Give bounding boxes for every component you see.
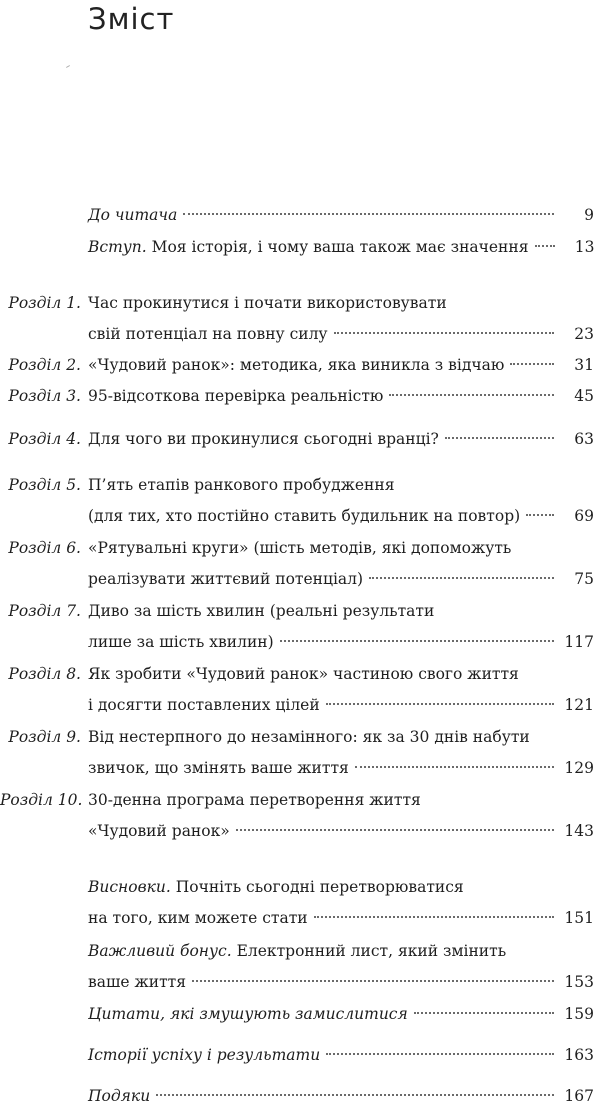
chapter-title: Як зробити «Чудовий ранок» частиною свого життя (88, 665, 519, 683)
toc-line (88, 816, 594, 846)
page-number: 143 (564, 822, 594, 840)
entry-title (147, 238, 529, 256)
page-number: 153 (564, 973, 594, 991)
entry-label: Висновки. (88, 878, 171, 896)
chapter-title: «Чудовий ранок» (88, 822, 230, 840)
chapter-title: звичок, що змінять ваше життя (88, 759, 349, 777)
chapter-title: Час прокинутися і почати використовувати (88, 294, 447, 312)
dot-leader (526, 512, 554, 516)
toc-line (88, 659, 594, 689)
page-number: 129 (564, 759, 594, 777)
chapter-label: Розділ 2. (8, 356, 81, 374)
toc-line (88, 722, 594, 752)
dot-leader (334, 330, 554, 334)
toc-line (88, 533, 594, 563)
chapter-title: Для чого ви прокинулися сьогодні вранці? (88, 430, 439, 448)
toc-line (88, 424, 594, 454)
toc-line (88, 967, 594, 997)
dot-leader (369, 575, 554, 579)
page-number: 31 (574, 356, 594, 374)
entry-title: на того, ким можете стати (88, 909, 308, 927)
entry-text (88, 936, 506, 966)
page-number: 163 (564, 1046, 594, 1064)
toc-line (88, 753, 594, 783)
toc-line (88, 936, 594, 966)
entry-label: Важливий бонус. (88, 942, 232, 960)
chapter-title: Диво за шість хвилин (реальні результати (88, 602, 435, 620)
toc-line (88, 200, 594, 230)
page-number: 69 (574, 507, 594, 525)
page-number: 117 (564, 633, 594, 651)
page-number: 121 (564, 696, 594, 714)
entry-text (88, 1081, 150, 1111)
page-number: 75 (574, 570, 594, 588)
chapter-label: Розділ 4. (8, 430, 81, 448)
entry-title-text: Моя історія, і чому ваша також має значення (151, 238, 529, 256)
entry-label: Історії успіху і результати (88, 1046, 321, 1064)
toc-line (88, 690, 594, 720)
dot-leader (326, 701, 554, 705)
page-number: 23 (574, 325, 594, 343)
page-number: 45 (574, 387, 594, 405)
page-number: 9 (584, 206, 594, 224)
toc-line (88, 872, 594, 902)
page-number: 167 (564, 1087, 594, 1105)
chapter-title: (для тих, хто постійно ставить будильник на повтор) (88, 507, 521, 525)
dot-leader (326, 1051, 554, 1055)
page-number: 63 (574, 430, 594, 448)
dot-leader (389, 392, 554, 396)
toc-line (88, 350, 594, 380)
toc-line (88, 501, 594, 531)
dot-leader (535, 243, 555, 247)
entry-label: Подяки (88, 1087, 151, 1105)
entry-label: Вступ. (88, 238, 147, 256)
chapter-title: і досягти поставлених цілей (88, 696, 320, 714)
chapter-label: Розділ 10. (0, 791, 83, 809)
toc-line (88, 470, 594, 500)
toc-line (88, 381, 594, 411)
entry-label: Цитати, які змушують замислитися (88, 1005, 408, 1023)
chapter-label: Розділ 1. (8, 294, 81, 312)
chapter-title: «Рятувальні круги» (шість методів, які допоможуть (88, 539, 512, 557)
dot-leader (236, 827, 554, 831)
toc-line (88, 1081, 594, 1111)
chapter-label: Розділ 9. (8, 728, 81, 746)
chapter-title: Від нестерпного до незамінного: як за 30 днів набути (88, 728, 530, 746)
toc-line (88, 564, 594, 594)
chapter-label: Розділ 3. (8, 387, 81, 405)
toc-line (88, 232, 594, 262)
dot-leader (192, 978, 554, 982)
chapter-label: Розділ 5. (8, 476, 81, 494)
dot-leader (183, 211, 554, 215)
entry-title: Електронний лист, який змінить (236, 942, 507, 960)
entry-text (88, 903, 308, 933)
chapter-title: свій потенціал на повну силу (88, 325, 328, 343)
toc-line (88, 288, 594, 318)
chapter-title: реалізувати життєвий потенціал) (88, 570, 364, 588)
toc-line (88, 999, 594, 1029)
dot-leader (414, 1010, 554, 1014)
page-number: 159 (564, 1005, 594, 1023)
toc-line (88, 1040, 594, 1070)
dot-leader (355, 764, 554, 768)
chapter-title: 30-денна програма перетворення життя (88, 791, 421, 809)
chapter-title: лише за шість хвилин) (88, 633, 274, 651)
toc-line (88, 785, 594, 815)
entry-text (88, 967, 186, 997)
page-number: 151 (564, 909, 594, 927)
page-number: 13 (574, 238, 595, 256)
chapter-title: П’ять етапів ранкового пробудження (88, 476, 395, 494)
toc-line (88, 903, 594, 933)
dot-leader (156, 1092, 554, 1096)
toc-line (88, 319, 594, 349)
entry-text (88, 232, 529, 262)
page-title: Зміст (88, 2, 175, 36)
entry-text (88, 999, 408, 1029)
chapter-label: Розділ 7. (8, 602, 81, 620)
toc-line (88, 596, 594, 626)
chapter-title: «Чудовий ранок»: методика, яка виникла з відчаю (88, 356, 505, 374)
dot-leader (445, 435, 554, 439)
dot-leader (314, 914, 554, 918)
dot-leader (280, 638, 554, 642)
entry-text (88, 200, 177, 230)
entry-text (88, 872, 464, 902)
toc-line (88, 627, 594, 657)
chapter-label: Розділ 8. (8, 665, 81, 683)
chapter-label: Розділ 6. (8, 539, 81, 557)
entry-title: ваше життя (88, 973, 186, 991)
entry-text (88, 1040, 320, 1070)
entry-title: Почніть сьогодні перетворюватися (175, 878, 464, 896)
chapter-title: 95-відсоткова перевірка реальністю (88, 387, 384, 405)
entry-label: До читача (88, 206, 178, 224)
dot-leader (510, 361, 554, 365)
